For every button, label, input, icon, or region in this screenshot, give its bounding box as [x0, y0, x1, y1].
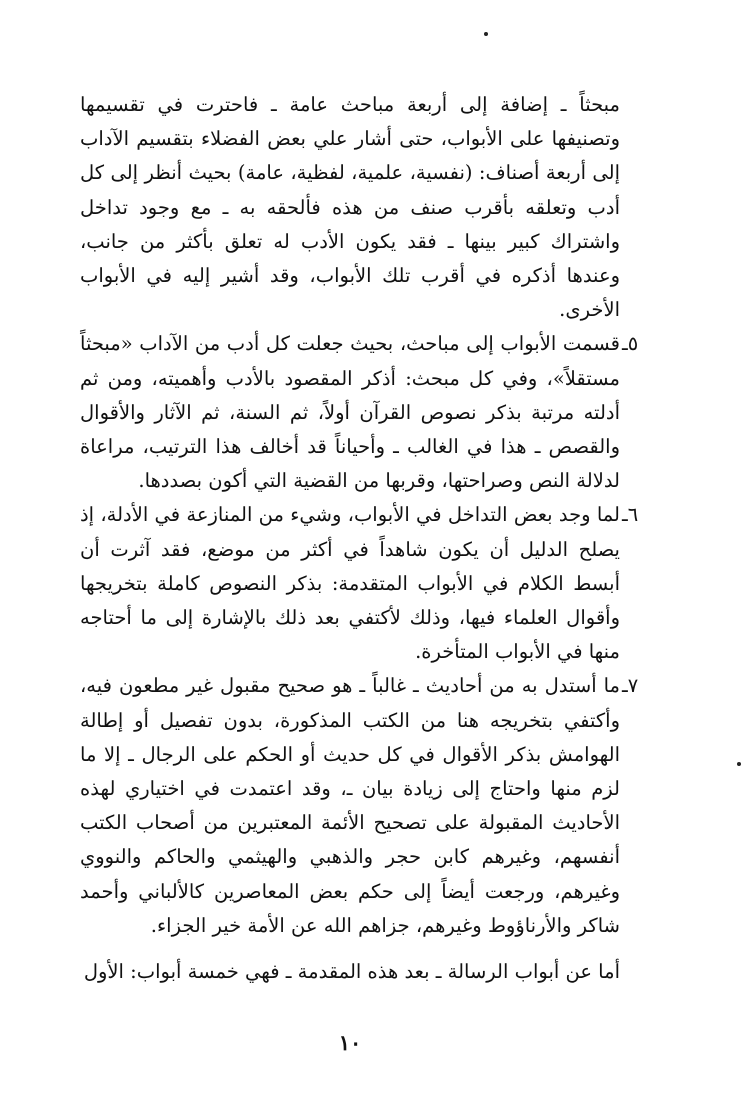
page-body [80, 88, 639, 989]
speck-mark [737, 762, 741, 766]
list-item-7 [80, 669, 639, 943]
list-item-5 [80, 327, 639, 498]
closing-paragraph: أما عن أبواب الرسالة ـ بعد هذه المقدمة ـ فهي خمسة أبواب: الأول [83, 960, 620, 984]
intro-paragraph: مبحثاً ـ إضافة إلى أربعة مباحث عامة ـ فاحترت في تقسيمها وتصنيفها على الأبواب، حتى أشار علي بعض الفضلاء بتقسيم الآداب إلى أربعة أصناف: (نفسية، علمية، لفظية، عامة) بحيث أنظر إلى كل أدب وتعلقه بأقرب صنف من هذه فألحقه به ـ مع وجود تداخل واشتراك كبير بينها ـ فقد يكون الأدب له تعلق بأكثر من جانب، وعندها أذكره في أقرب تلك الأبواب، وقد أشير إليه في الأبواب الأخرى. [80, 93, 620, 322]
item-text: قسمت الأبواب إلى مباحث، بحيث جعلت كل أدب من الآداب «مبحثاً مستقلاً»، وفي كل مبحث: أذكر المقصود بالأدب وأهميته، ومن ثم أدلته مرتبة بذكر نصوص القرآن أولاً، ثم السنة، ثم الآثار والأقوال والقصص ـ هذا في الغالب ـ وأحياناً قد أخالف هذا الترتيب، مراعاة لدلالة النص وصراحتها، وقربها من القضية التي أكون بصددها. [80, 332, 620, 493]
speck-mark [484, 32, 488, 36]
item-text: لما وجد بعض التداخل في الأبواب، وشيء من المنازعة في الأدلة، إذ يصلح الدليل أن يكون شاهداً في أكثر من موضع، فقد آثرت أن أبسط الكلام في الأبواب المتقدمة: بذكر النصوص كاملة بتخريجها وأقوال العلماء فيها، وذلك لأكتفي بعد ذلك بالإشارة إلى ما أحتاجه منها في الأبواب المتأخرة. [80, 503, 620, 664]
item-number: ٧ـ [622, 674, 639, 698]
item-text: ما أستدل به من أحاديث ـ غالباً ـ هو صحيح مقبول غير مطعون فيه، وأكتفي بتخريجه هنا من الكتب المذكورة، بدون تفصيل أو إطالة الهوامش بذكر الأقوال في كل حديث أو الحكم على الرجال ـ إلا ما لزم منها واحتاج إلى زيادة بيان ـ، وقد اعتمدت في اختياري لهذه الأحاديث المقبولة على تصحيح الأئمة المعتبرين من أصحاب الكتب أنفسهم، وغيرهم كابن حجر والذهبي والهيثمي والحاكم والنووي وغيرهم، ورجعت أيضاً إلى حكم بعض المعاصرين كالألباني وأحمد شاكر والأرناؤوط وغيرهم، جزاهم الله عن الأمة خير الجزاء. [80, 674, 620, 937]
item-number: ٥ـ [622, 332, 639, 356]
page-number: ١٠ [338, 1030, 362, 1055]
item-number: ٦ـ [622, 503, 639, 527]
list-item-6 [80, 498, 639, 669]
